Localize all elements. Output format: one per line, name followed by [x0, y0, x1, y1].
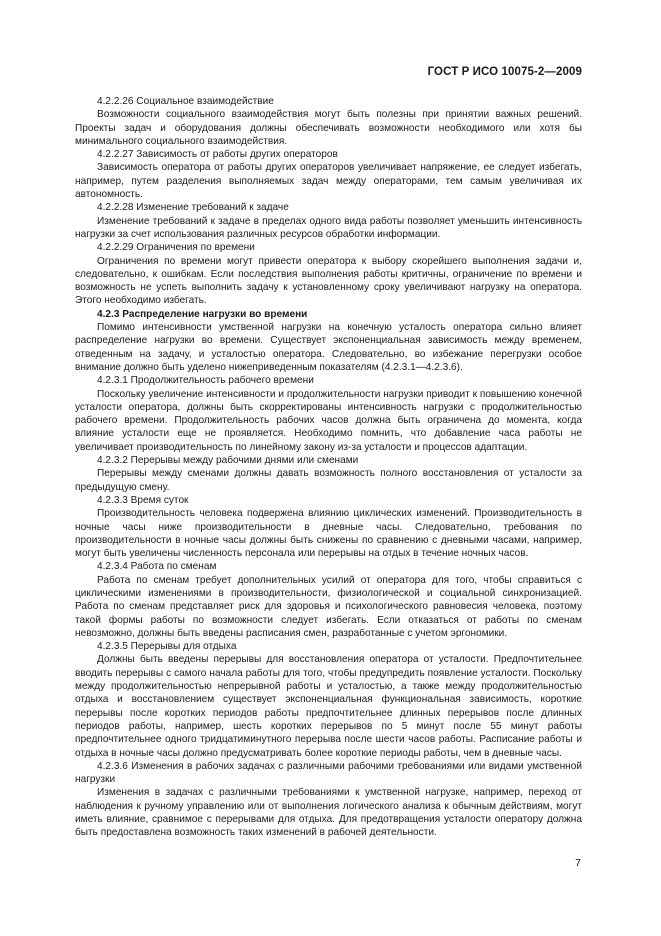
section-heading: 4.2.2.26 Социальное взаимодействие	[97, 96, 274, 107]
paragraph: Изменения в задачах с различными требованиями к умственной нагрузке, например, переход от наблюдения к ручному управлению или от выполнения логического анализа к обычным действиям, могут иметь влияние, сравнимое с перерывами для отдыха. Для предотвращения усталости оператору должна быть предоставлена возможность таких изменений в рабочей деятельности.	[75, 787, 582, 839]
section-heading: 4.2.2.28 Изменение требований к задаче	[97, 202, 289, 214]
section-heading: 4.2.3.5 Перерывы для отдыха	[97, 641, 237, 653]
section-heading: 4.2.2.27 Зависимость от работы других операторов	[97, 149, 338, 161]
paragraph: Зависимость оператора от работы других операторов увеличивает напряжение, ее следует избегать, например, путем разделения выполняемых задач между операторами, тем самым увеличивая их автономность.	[75, 162, 582, 201]
paragraph: Помимо интенсивности умственной нагрузки на конечную усталость оператора сильно влияет распределение нагрузки во времени. Существует экспоненциальная зависимость между временем, отведенным на задачу, и усталостью оператора. Следовательно, во избежание перегрузки особое внимание должно быть уделено нижеприведенным показателям (4.2.3.1—4.2.3.6).	[75, 322, 582, 373]
section-heading: 4.2.3.6 Изменения в рабочих задачах с различными рабочими требованиями или видами умственной нагрузки	[75, 760, 582, 786]
paragraph: Перерывы между сменами должны давать возможность полного восстановления от усталости за предыдущую смену.	[75, 468, 582, 493]
section-heading: 4.2.3.4 Работа по сменам	[97, 561, 217, 573]
paragraph: Изменение требований к задаче в пределах одного вида работы позволяет уменьшить интенсивность нагрузки за счет использования различных ресурсов обработки информации.	[75, 215, 582, 240]
paragraph: Возможности социального взаимодействия могут быть полезны при принятии важных решений. Проекты задач и оборудования должны обеспечивать возможности необходимого или хотя бы минимального социального взаимодействия.	[75, 109, 582, 147]
subsection-heading: 4.2.3 Распределение нагрузки во времени	[97, 308, 308, 320]
page-body	[75, 95, 582, 840]
section-heading: 4.2.3.3 Время суток	[97, 494, 189, 506]
paragraph: Производительность человека подвержена влиянию циклических изменений. Производительность в ночные часы ниже производительности в дневные часы. Следовательно, требования по производительности в ночные часы должны быть снижены по сравнению с дневными часами, например, могут быть увеличены численность персонала или перерывы на отдых в течение ночных часов.	[75, 508, 582, 560]
section-heading: 4.2.3.1 Продолжительность рабочего времени	[97, 375, 314, 387]
page-number: 7	[575, 857, 581, 869]
paragraph: Ограничения по времени могут привести оператора к выбору скорейшего выполнения задачи и, следовательно, к ошибкам. Если последствия выполнения работы критичны, ограничение по времени и возможность не успеть выполнить задачу к установленному сроку увеличивают нагрузку на оператора. Этого необходимо избегать.	[75, 255, 582, 307]
standard-header: ГОСТ Р ИСО 10075-2—2009	[427, 66, 582, 78]
paragraph: Работа по сменам требует дополнительных усилий от оператора для того, чтобы справиться с циклическими изменениями в производительности, физиологической и социальной синхронизацией. Работа по сменам представляет риск для здоровья и психологического равновесия человека, поэтому такой формы работы по возможности следует избегать. Если отказаться от работы по сменам невозможно, должны быть введены расписания смен, разработанные с учетом эргономики.	[75, 574, 582, 639]
paragraph: Поскольку увеличение интенсивности и продолжительности нагрузки приводит к повышению конечной усталости оператора, должны быть скорректированы интенсивность нагрузки с продолжительностью рабочего времени. Продолжительность рабочих часов должна быть ограничена до момента, когда влияние усталости еще не проявляется. Необходимо помнить, что добавление часа работы не увеличивает производительность по линейному закону из-за усталости и процессов адаптации.	[75, 388, 582, 453]
section-heading: 4.2.3.2 Перерывы между рабочими днями или сменами	[97, 455, 359, 467]
section-heading: 4.2.2.29 Ограничения по времени	[97, 242, 255, 254]
paragraph: Должны быть введены перерывы для восстановления оператора от усталости. Предпочтительнее вводить перерывы с самого начала работы для того, чтобы предупредить появление усталости. Поскольку между продолжительностью непрерывной работы и усталостью, а также между продолжительностью отдыха и восстановлением существует экспоненциальная функциональная зависимость, короткие перерывы после коротких периодов работы предпочтительнее длинных перерывов после длинных периодов работы, например, шесть коротких перерывов по 5 минут после 55 минут работы предпочтительнее одного тридцатиминутного перерыва после шести часов работы. Расписание работы и отдыха в ночные часы должно предусматривать более короткие периоды работы, чем в дневные часы.	[75, 654, 582, 759]
